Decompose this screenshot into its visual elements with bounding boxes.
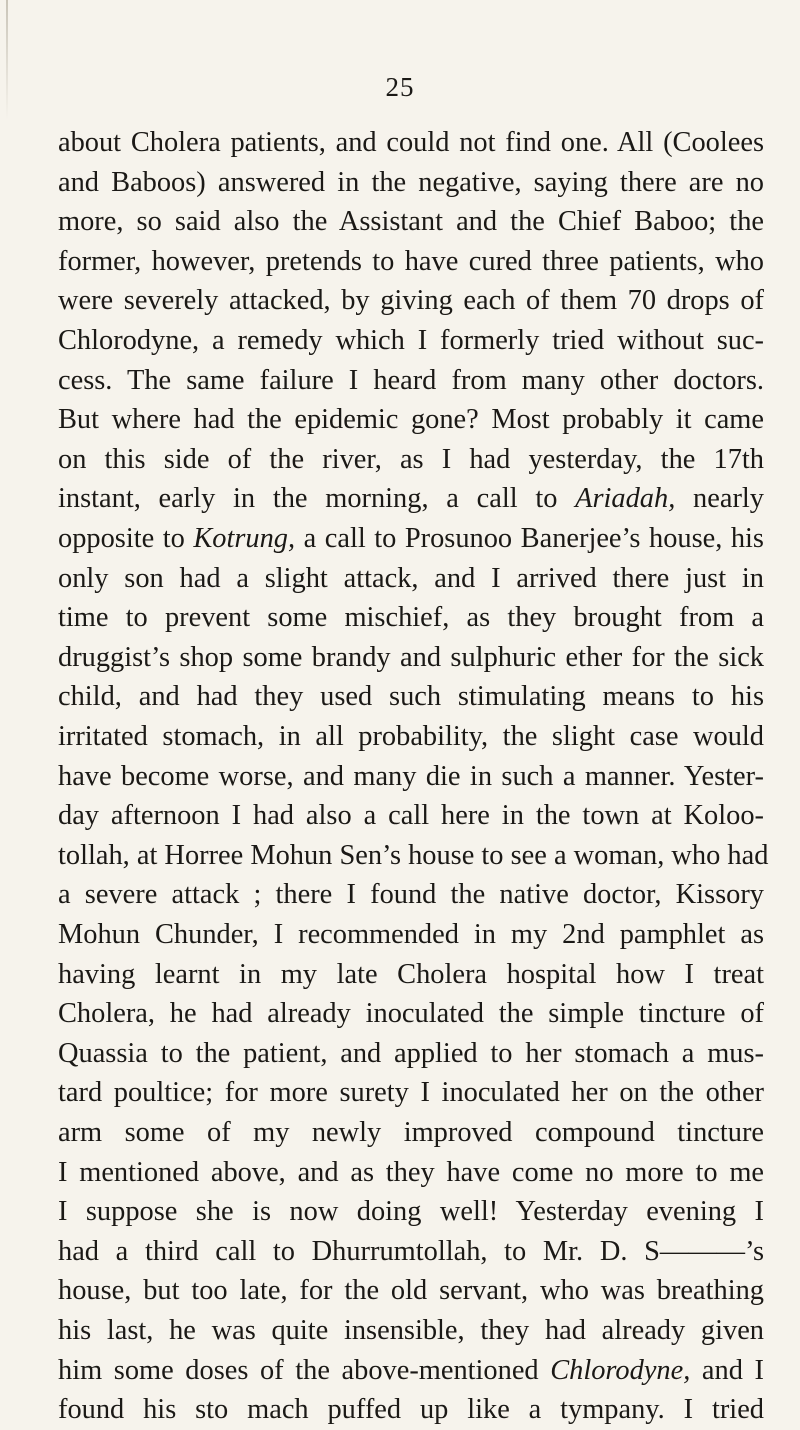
text-line (58, 163, 764, 203)
text-line (58, 281, 764, 321)
text-line (58, 123, 764, 163)
text-run: nearly (675, 483, 764, 515)
text-run: I mentioned above, and as they have come no more to me (58, 1156, 764, 1188)
text-line (58, 242, 764, 282)
text-line (58, 915, 764, 955)
italic-term: Kotrung, (193, 523, 296, 554)
text-run: have become worse, and many die in such a manner. Yester- (58, 760, 764, 792)
text-line (58, 1034, 764, 1074)
text-run: day afternoon I had also a call here in the town at Koloo- (58, 800, 764, 832)
text-run: and Baboos) answered in the negative, saying there are no (58, 166, 764, 198)
text-line (58, 202, 764, 242)
text-run: I suppose she is now doing well! Yesterday evening I (58, 1196, 764, 1228)
text-line (58, 836, 769, 876)
text-line (58, 1271, 764, 1311)
text-run: Mohun Chunder, I recommended in my 2nd pamphlet as (58, 919, 764, 950)
text-run: tollah, at Horree Mohun Sen’s house to see a woman, who had (58, 839, 769, 871)
text-line (58, 677, 764, 717)
text-line (58, 1311, 764, 1351)
text-run: Chlorodyne, a remedy which I formerly tried without suc- (58, 325, 764, 356)
text-run: his last, he was quite insensible, they had already given (58, 1315, 764, 1346)
text-run: about Cholera patients, and could not find one. All (Coolees (58, 127, 764, 158)
text-line (58, 440, 764, 480)
text-run: having learnt in my late Cholera hospital how I treat (58, 958, 764, 990)
text-run: tard poultice; for more surety I inoculated her on the other (58, 1077, 764, 1109)
page-number: 25 (385, 72, 415, 102)
text-line (58, 1073, 764, 1113)
text-line (58, 875, 764, 915)
text-run: child, and had they used such stimulating means to his (58, 681, 764, 713)
text-line (58, 559, 764, 599)
text-line (58, 1153, 764, 1193)
text-run: Quassia to the patient, and applied to her stomach a mus- (58, 1037, 764, 1069)
text-run: time to prevent some mischief, as they brought from a (58, 602, 764, 634)
text-run: cess. The same failure I heard from many other doctors. (58, 364, 764, 396)
text-run: Cholera, he had already inoculated the simple tincture of (58, 998, 764, 1030)
text-run: instant, early in the morning, a call to (58, 483, 576, 515)
text-line (58, 1192, 764, 1232)
text-line (58, 1351, 764, 1391)
text-line (58, 796, 764, 836)
text-run: druggist’s shop some brandy and sulphuric ether for the sick (58, 641, 764, 673)
text-line (58, 479, 764, 519)
text-line (58, 400, 764, 440)
text-line (58, 955, 764, 995)
text-run: irritated stomach, in all probability, the slight case would (58, 721, 764, 752)
italic-term: Ariadah, (575, 483, 676, 515)
text-run: But where had the epidemic gone? Most probably it came (58, 404, 764, 436)
text-line (58, 1232, 764, 1272)
text-run: found his sto mach puffed up like a tympany. I tried (58, 1394, 764, 1426)
text-run: had a third call to Dhurrumtollah, to Mr. D. S———’s (58, 1235, 764, 1267)
text-run: opposite to (58, 523, 194, 554)
text-run: house, but too late, for the old servant, who was breathing (58, 1275, 764, 1307)
text-run: more, so said also the Assistant and the Chief Baboo; the (58, 206, 764, 238)
text-line (58, 321, 764, 361)
text-line (58, 598, 764, 638)
text-run: former, however, pretends to have cured three patients, who (58, 245, 764, 277)
text-run: arm some of my newly improved compound tincture (58, 1117, 764, 1148)
text-line (58, 994, 764, 1034)
text-run: only son had a slight attack, and I arrived there just in (58, 562, 764, 594)
italic-term: Chlorodyne, (550, 1354, 691, 1386)
text-line (58, 757, 764, 797)
text-run: him some doses of the above-mentioned (58, 1354, 551, 1386)
text-line (58, 1113, 764, 1153)
text-run: and I (690, 1354, 764, 1386)
text-run: were severely attacked, by giving each of them 70 drops of (58, 285, 764, 317)
text-run: a severe attack ; there I found the native doctor, Kissory (58, 879, 764, 911)
text-line (58, 519, 764, 559)
text-line (58, 717, 764, 757)
text-run: a call to Prosunoo Banerjee’s house, his (295, 523, 764, 554)
text-line (58, 638, 764, 678)
text-run: on this side of the river, as I had yesterday, the 17th (58, 443, 764, 475)
text-line (58, 1390, 764, 1430)
text-line (58, 361, 764, 401)
